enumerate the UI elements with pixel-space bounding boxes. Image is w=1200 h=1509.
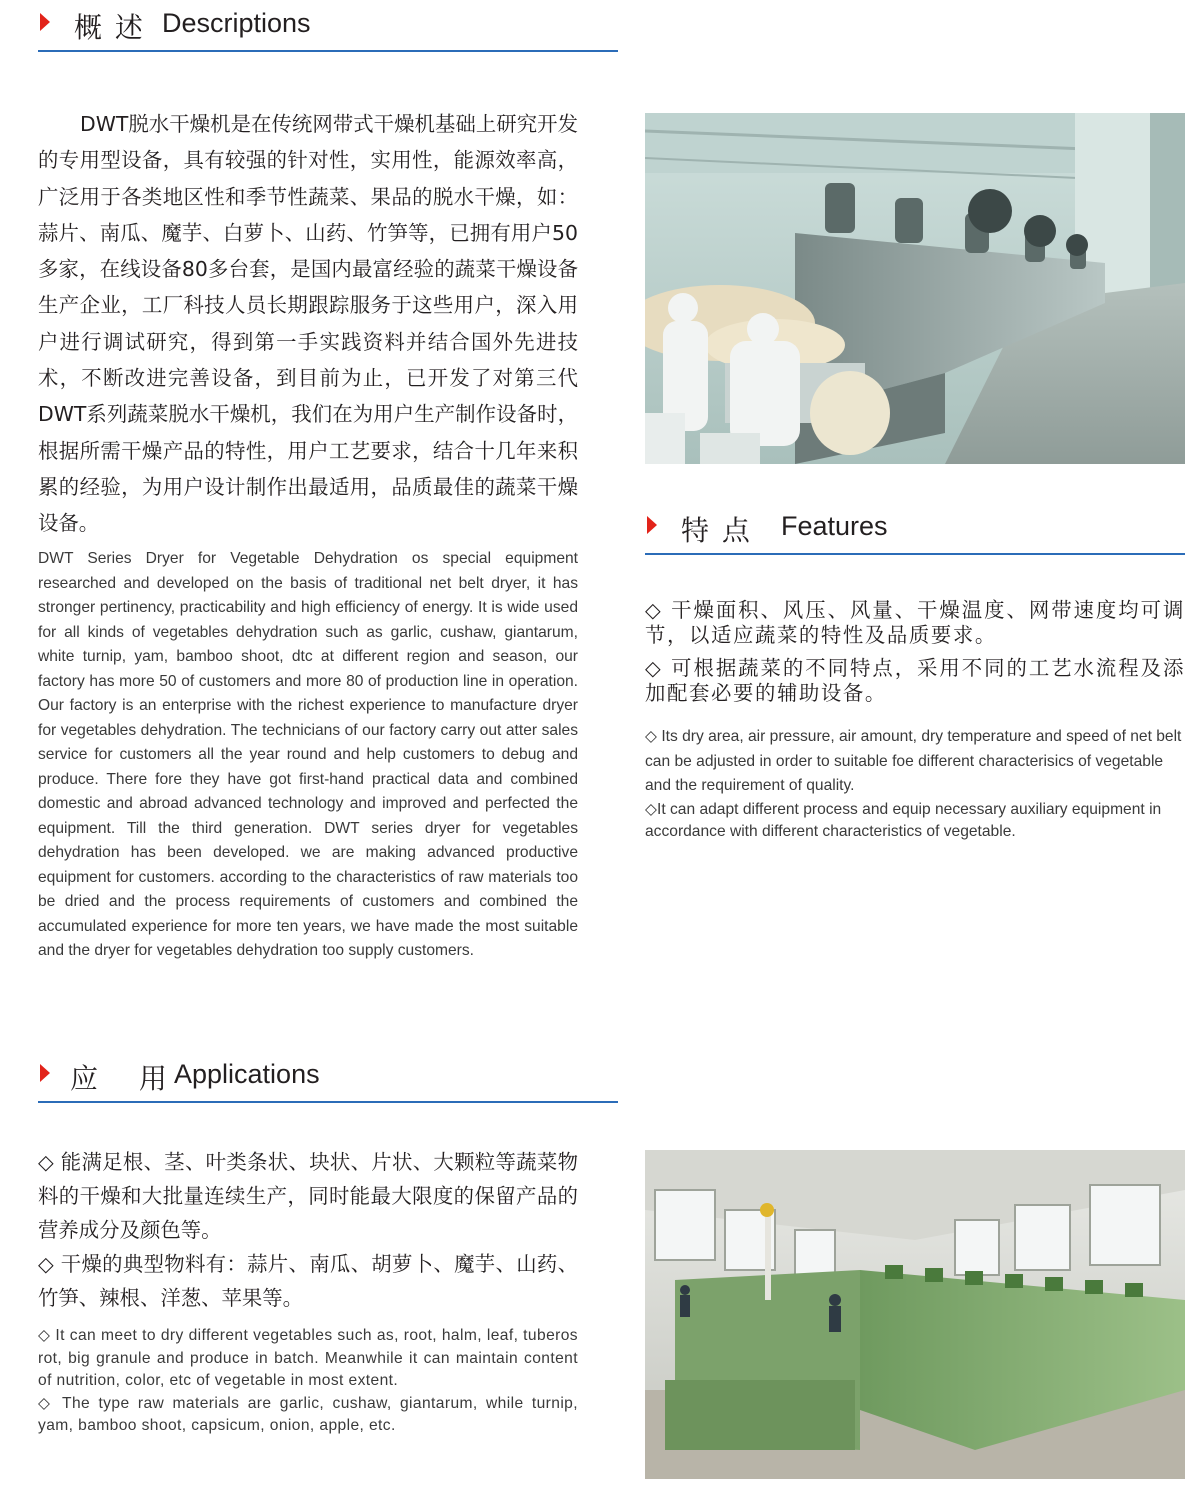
applications-title-en: Applications	[174, 1059, 320, 1089]
descriptions-header	[38, 0, 618, 52]
features-item-cn: ◇ 可根据蔬菜的不同特点，采用不同的工艺水流程及添加配套必要的辅助设备。	[645, 656, 1185, 705]
applications-item-en: ◇ It can meet to dry different vegetables such as, root, halm, leaf, tuberos rot, big granule and produce in batch. Meanwhile it can maintain content of nutrition, color, etc of vegetable in most extent.	[38, 1327, 578, 1390]
descriptions-body-en: DWT Series Dryer for Vegetable Dehydration os special equipment researched and developed on the basis of traditional net belt dryer, it has stronger pertinency, practicability and high efficiency of energy. It is wide used for all kinds of vegetables dehydration such as garlic, cushaw, giantarum, white turnip, yam, bamboo shoot, dtc at different region and season, our factory has more 50 of customers and more 80 of production line in operation. Our factory is an enterprise with the richest experience to manufacture dryer for vegetables dehydration. The technicians of our factory carry out atter sales service for customers all the year round and help customers to debug and produce. There fore they have got first-hand practical data and combined domestic and abroad advanced technology and improved and perfected the equipment. Till the third generation. DWT series dryer for vegetables dehydration has been developed. we are making advanced productive equipment for customers. according to the characteristics of raw materials too be dried and the process requirements of customers and combined the accumulated experience for more ten years, we have made the most suitable and the dryer for vegetables dehydration too supply customers.	[38, 550, 578, 959]
features-item-cn: ◇ 干燥面积、风压、风量、干燥温度、网带速度均可调节，以适应蔬菜的特性及品质要求。	[645, 598, 1185, 647]
dryer-production-line-photo	[645, 113, 1185, 464]
features-rule	[645, 553, 1185, 555]
applications-item-cn: ◇ 能满足根、茎、叶类条状、块状、片状、大颗粒等蔬菜物料的干燥和大批量连续生产，同时能最大限度的保留产品的营养成分及颜色等。	[38, 1150, 578, 1242]
features-item-en: ◇ Its dry area, air pressure, air amount, dry temperature and speed of net belt can be adjusted in order to suitable foe different characterisics of vegetable and the requirement of quality.	[645, 728, 1182, 794]
features-title-en: Features	[781, 511, 888, 541]
descriptions-body-en-block	[38, 547, 578, 964]
applications-list-cn	[38, 1145, 578, 1315]
descriptions-rule	[38, 50, 618, 52]
features-list-cn	[645, 598, 1185, 706]
descriptions-body-cn: DWT脱水干燥机是在传统网带式干燥机基础上研究开发的专用型设备，具有较强的针对性，实用性，能源效率高，广泛用于各类地区性和季节性蔬菜、果品的脱水干燥，如：蒜片、南瓜、魔芋、白萝卜、山药、竹笋等，已拥有用户50多家，在线设备80多台套，是国内最富经验的蔬菜干燥设备生产企业，工厂科技人员长期跟踪服务于这些用户，深入用户进行调试研究，得到第一手实践资料并结合国外先进技术，不断改进完善设备，到目前为止，已开发了对第三代DWT系列蔬菜脱水干燥机，我们在为用户生产制作设备时，根据所需干燥产品的特性，用户工艺要求，结合十几年来积累的经验，为用户设计制作出最适用，品质最佳的蔬菜干燥设备。	[38, 112, 578, 536]
applications-item-cn: ◇ 干燥的典型物料有：蒜片、南瓜、胡萝卜、魔芋、山药、竹笋、辣根、洋葱、苹果等。	[38, 1252, 578, 1310]
red-triangle-icon	[40, 13, 50, 31]
green-dryer-workshop-photo	[645, 1150, 1185, 1479]
applications-title-cn: 应 用	[70, 1062, 183, 1095]
applications-list-en	[38, 1325, 578, 1438]
applications-header	[38, 1051, 618, 1103]
applications-rule	[38, 1101, 618, 1103]
features-item-en: ◇It can adapt different process and equip necessary auxiliary equipment in accordance with different characteristics of vegetable.	[645, 800, 1162, 840]
features-list-en	[645, 725, 1190, 843]
red-triangle-icon	[40, 1064, 50, 1082]
red-triangle-icon	[647, 516, 657, 534]
features-title-cn: 特 点	[681, 514, 752, 547]
descriptions-body-cn-block	[38, 106, 578, 542]
descriptions-title-en: Descriptions	[162, 8, 311, 38]
features-header	[645, 503, 1185, 555]
descriptions-title-cn: 概 述	[74, 11, 145, 44]
applications-item-en: ◇ The type raw materials are garlic, cushaw, giantarum, while turnip, yam, bamboo shoot, capsicum, onion, apple, etc.	[38, 1394, 578, 1435]
